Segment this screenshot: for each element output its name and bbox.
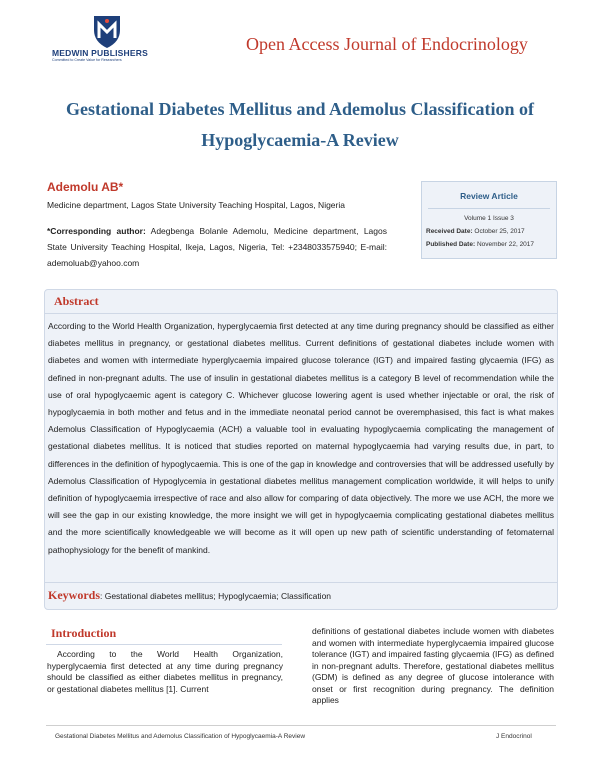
keywords-divider: [45, 582, 557, 583]
publisher-tagline: Committed to Create Value for Researchers: [52, 58, 122, 62]
info-divider: [428, 208, 550, 209]
corresponding-text: Adegbenga Bolanle Ademolu, Medicine department, Lagos State University Teaching Hospital, Ikeja, Lagos, Nigeria, Tel: +2348033575940; E-mail: ademoluab@yahoo.com: [47, 226, 387, 268]
article-type: Review Article: [460, 191, 518, 201]
corresponding-author: [47, 223, 387, 271]
footer-journal-abbrev: J Endocrinol: [496, 733, 532, 740]
keywords-text: : Gestational diabetes mellitus; Hypoglycaemia; Classification: [100, 591, 332, 601]
published-date: November 22, 2017: [476, 241, 535, 248]
abstract-text: According to the World Health Organization, hyperglycaemia first detected at any time during pregnancy should be classified as either diabetes mellitus in pregnancy, or gestational diabetes mellitus. Current definitions of gestational diabetes include women with diabetes and women with intermediate hyperglycaemia impaired glucose tolerance (IGT) and impaired fasting glycaemia (IFG) as defined in non-pregnant adults. The use of insulin in gestational diabetes mellitus is a category B level of recommendation while the use of oral hypoglycaemic agent is category C. Whichever glucose lowering agent is used whether injectable or oral, the risk of hypoglycaemia in both mother and fetus and in the immediate neonatal period cannot be overemphasised, this fact is what makes Ademolus Classification of Hypoglycaemia (ACH) a valuable tool in evaluating hypoglycaemia complicating the management of gestational diabetes mellitus. It is noticed that studies reported on maternal hypoglycaemia had varying results due, in part, to differences in the definition of hypoglycaemia. This is one of the gap in knowledge and controversies that will be addressed usefully by Ademolus Classification of Hypoglycemia in gestational diabetes mellitus management complication worldwide, it will helps to unify definition of hypoglycaemia irrespective of race and also allow for comparing of data objectively. The more we use ACH, the more we will see the gap in our existing knowledge, the more insight we will get in hypoglycaemia complicating gestational diabetes mellitus and the more scientifically knowledgeable we will become as it will open up new path of scientific understanding of fetomaternal pathophysiology for the benefit of mankind.: [48, 321, 554, 555]
published-date-row: [426, 241, 534, 248]
footer-running-title: Gestational Diabetes Mellitus and Ademolus Classification of Hypoglycaemia-A Review: [55, 733, 306, 740]
publisher-name: MEDWIN PUBLISHERS: [52, 48, 148, 58]
introduction-divider: [46, 644, 282, 645]
volume-issue: Volume 1 Issue 3: [464, 215, 514, 222]
author-affiliation: Medicine department, Lagos State University Teaching Hospital, Lagos, Nigeria: [47, 200, 345, 210]
introduction-heading: Introduction: [51, 626, 117, 640]
abstract-heading: Abstract: [54, 294, 99, 308]
author-name: Ademolu AB*: [47, 180, 124, 194]
keywords-label: Keywords: [48, 588, 100, 602]
publisher-logo-icon: [52, 14, 162, 50]
keywords: [48, 588, 331, 603]
article-info-box: [421, 181, 557, 259]
footer-divider: [46, 725, 556, 726]
published-label: Published Date:: [426, 241, 476, 248]
body-column-left: According to the World Health Organization, hyperglycaemia first detected at any time during pregnancy should be classified as either diabetes mellitus in pregnancy, or gestational diabetes mellitus [1]. Current: [47, 649, 283, 694]
abstract-divider: [45, 313, 557, 314]
article-title: Gestational Diabetes Mellitus and Ademolus Classification of Hypoglycaemia-A Review: [65, 99, 534, 150]
body-column-right: definitions of gestational diabetes include women with diabetes and women with intermediate hyperglycaemia impaired glucose tolerance (IGT) and impaired fasting glycaemia (IFG) as defined in non-pregnant adults. Therefore, gestational diabetes mellitus (GDM) is defined as any degree of glucose intolerance with onset or first recognition during pregnancy. The definition applies: [312, 626, 554, 705]
received-label: Received Date:: [426, 228, 473, 235]
abstract-box: [44, 289, 558, 610]
corresponding-label: *Corresponding author:: [47, 226, 146, 236]
received-date-row: [426, 228, 525, 235]
journal-title: Open Access Journal of Endocrinology: [246, 34, 528, 54]
received-date: October 25, 2017: [474, 228, 525, 235]
